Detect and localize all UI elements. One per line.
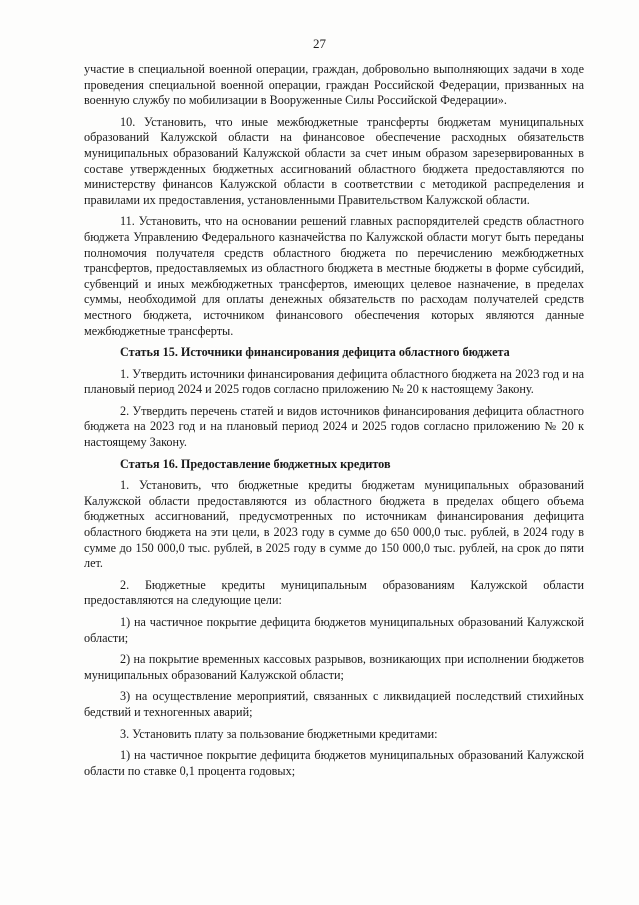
article-16-item-3: 3) на осуществление мероприятий, связанных с ликвидацией последствий стихийных бедствий и техногенных аварий; — [84, 689, 584, 719]
article-16-fee-item-1: 1) на частичное покрытие дефицита бюджетов муниципальных образований Калужской области по ставке 0,1 процента годовых; — [84, 748, 584, 778]
article-16-item-1: 1) на частичное покрытие дефицита бюджетов муниципальных образований Калужской области; — [84, 615, 584, 645]
document-body — [84, 62, 584, 785]
article-16-paragraph-3: 3. Установить плату за пользование бюджетными кредитами: — [120, 726, 438, 741]
paragraph-continuation: участие в специальной военной операции, граждан, добровольно выполняющих задачи в ходе проведения специальной военной операции, граждан Российской Федерации, призванных на военную службу по мобилизации в Вооруженные Силы Российской Федерации». — [84, 62, 584, 108]
paragraph-11: 11. Установить, что на основании решений главных распорядителей средств областного бюджета Управлению Федерального казначейства по Калужской области могут быть переданы полномочия получателя средств областного бюджета по перечислению межбюджетных трансфертов, предоставляемых из областного бюджета в местные бюджеты в форме субсидий, субвенций и иных межбюджетных трансфертов, имеющих целевое назначение, в пределах суммы, необходимой для оплаты денежных обязательств по расходам получателей средств местного бюджета, источником финансового обеспечения которых являются данные межбюджетные трансферты. — [84, 214, 584, 338]
paragraph-10: 10. Установить, что иные межбюджетные трансферты бюджетам муниципальных образований Калужской области на финансовое обеспечение расходных обязательств муниципальных образований Калужской области за счет иным образом зарезервированных в составе утвержденных бюджетных ассигнований областного бюджета предоставляются по министерству финансов Калужской области в соответствии с методикой распределения и правилами их предоставления, установленными Правительством Калужской области. — [84, 114, 584, 207]
article-15-heading: Статья 15. Источники финансирования дефицита областного бюджета — [120, 345, 510, 360]
article-16-heading: Статья 16. Предоставление бюджетных кредитов — [120, 456, 391, 471]
article-15-paragraph-2: 2. Утвердить перечень статей и видов источников финансирования дефицита областного бюджета на 2023 год и на плановый период 2024 и 2025 годов согласно приложению № 20 к настоящему Закону. — [84, 403, 584, 450]
article-15-paragraph-1: 1. Утвердить источники финансирования дефицита областного бюджета на 2023 год и на плановый период 2024 и 2025 годов согласно приложению № 20 к настоящему Закону. — [84, 366, 584, 397]
article-16-paragraph-2: 2. Бюджетные кредиты муниципальным образованиям Калужской области предоставляются на следующие цели: — [84, 577, 584, 608]
article-16-paragraph-1: 1. Установить, что бюджетные кредиты бюджетам муниципальных образований Калужской области предоставляются из областного бюджета в пределах общего объема бюджетных ассигнований, предусмотренных по источникам финансирования дефицита областного бюджета на эти цели, в 2023 году в сумме до 650 000,0 тыс. рублей, в 2024 году в сумме до 150 000,0 тыс. рублей, в 2025 году в сумме до 150 000,0 тыс. рублей, на срок до пяти лет. — [84, 478, 584, 571]
article-16-item-2: 2) на покрытие временных кассовых разрывов, возникающих при исполнении бюджетов муниципальных образований Калужской области; — [84, 652, 584, 682]
page-number: 27 — [313, 36, 326, 51]
